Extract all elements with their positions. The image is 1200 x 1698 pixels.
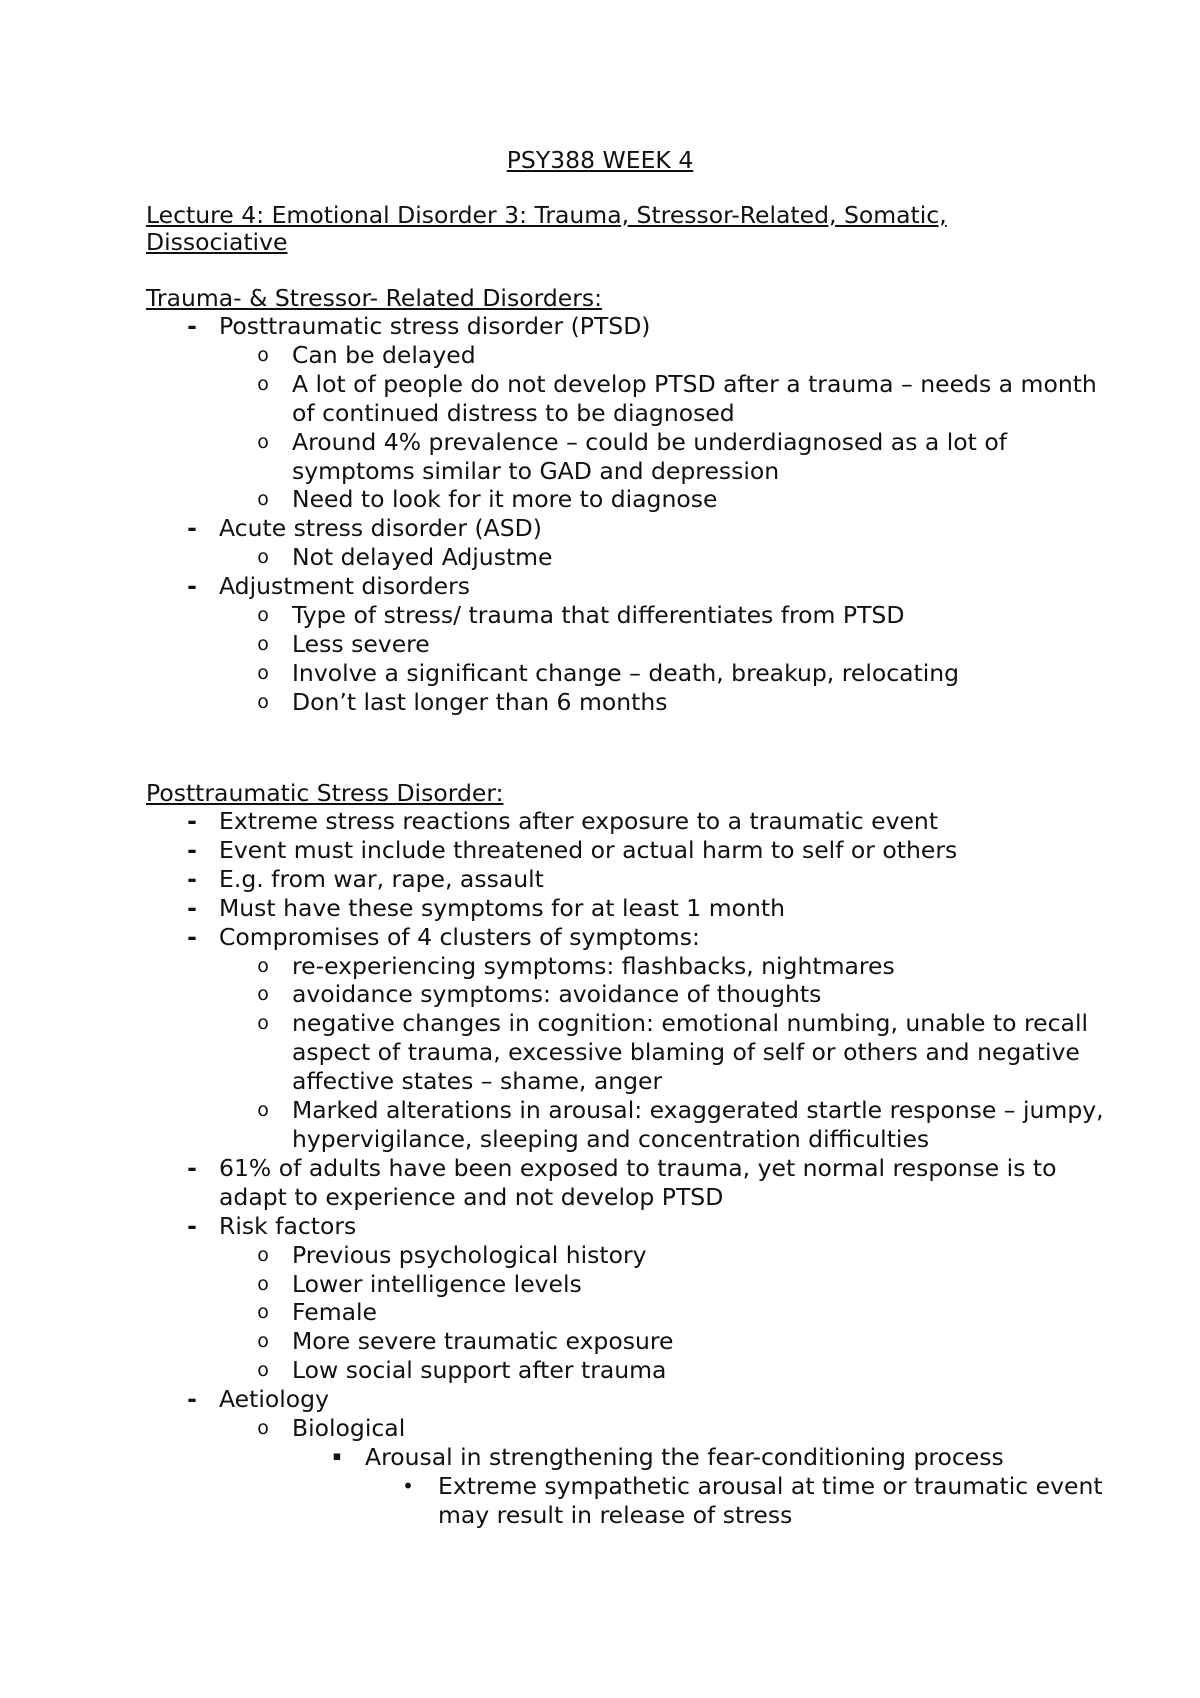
- list-item-text: Lower intelligence levels: [292, 1269, 582, 1298]
- list-item-text: Arousal in strengthening the fear-conditioning process: [365, 1442, 1004, 1471]
- list-item-text: Must have these symptoms for at least 1 month: [219, 893, 785, 922]
- section-heading: Posttraumatic Stress Disorder:: [146, 779, 504, 807]
- circle-bullet-icon: o: [257, 488, 269, 511]
- list-item-text: Less severe: [292, 629, 430, 658]
- lecture-heading-line-2: Dissociative: [146, 228, 288, 256]
- list-item-text: Posttraumatic stress disorder (PTSD): [219, 312, 651, 340]
- list-item: [146, 894, 1106, 923]
- list-item-text: Low social support after trauma: [292, 1356, 667, 1385]
- dash-bullet-icon: -: [187, 572, 197, 601]
- circle-bullet-icon: o: [257, 546, 269, 569]
- list-item: [146, 688, 1106, 717]
- circle-bullet-icon: o: [257, 690, 269, 713]
- dash-bullet-icon: -: [187, 312, 197, 340]
- circle-bullet-icon: o: [257, 1099, 269, 1122]
- list-item: [146, 659, 1106, 688]
- list-item-text: Can be delayed: [292, 340, 476, 369]
- list-item-text: Extreme stress reactions after exposure to a traumatic event: [219, 807, 939, 835]
- list-item: [146, 1154, 1106, 1212]
- list-item-text: Adjustment disorders: [219, 572, 470, 601]
- list-item: [146, 630, 1106, 659]
- list-item: [146, 923, 1106, 952]
- list-item-text: Marked alterations in arousal: exaggerated startle response – jumpy, hypervigilance, sleeping and concentration difficulties: [292, 1096, 1104, 1153]
- dash-bullet-icon: -: [187, 807, 197, 835]
- list-item-text: Female: [292, 1298, 377, 1327]
- circle-bullet-icon: o: [257, 1272, 269, 1295]
- list-item: [146, 865, 1106, 894]
- circle-bullet-icon: o: [257, 343, 269, 366]
- list-item-text: re-experiencing symptoms: flashbacks, nightmares: [292, 951, 895, 980]
- list-item: [146, 543, 1106, 572]
- square-bullet-icon: ▪: [332, 1448, 342, 1464]
- circle-bullet-icon: o: [257, 372, 269, 395]
- list-item-text: Involve a significant change – death, breakup, relocating: [292, 658, 960, 687]
- list-item-text: More severe traumatic exposure: [292, 1327, 674, 1356]
- list-item: [146, 601, 1106, 630]
- dash-bullet-icon: -: [187, 893, 197, 922]
- list-item-text: Previous psychological history: [292, 1240, 647, 1269]
- list-item: [146, 1298, 1106, 1327]
- list-item: [146, 1327, 1106, 1356]
- section-trauma-stressor-disorders: [146, 285, 1106, 717]
- list-item: [146, 807, 1106, 836]
- list-item: [146, 514, 1106, 543]
- list-item-text: Event must include threatened or actual harm to self or others: [219, 835, 958, 864]
- list-item-text: Around 4% prevalence – could be underdiagnosed as a lot of symptoms similar to GAD and depression: [292, 427, 1008, 485]
- list-item-text: Type of stress/ trauma that differentiates from PTSD: [292, 601, 905, 630]
- list-item: [146, 1270, 1106, 1299]
- list-item-text: Acute stress disorder (ASD): [219, 514, 542, 543]
- list-item: [146, 1356, 1106, 1385]
- list-item: [146, 836, 1106, 865]
- circle-bullet-icon: o: [257, 1012, 269, 1035]
- list-item-text: negative changes in cognition: emotional numbing, unable to recall aspect of trauma, excessive blaming of self or others and negative affective states – shame, anger: [292, 1009, 1089, 1096]
- lecture-heading-line-1: Lecture 4: Emotional Disorder 3: Trauma, Stressor-Related, Somatic,: [146, 201, 947, 229]
- circle-bullet-icon: o: [257, 954, 269, 977]
- list-item-text: Biological: [292, 1414, 406, 1443]
- circle-bullet-icon: o: [257, 632, 269, 655]
- circle-bullet-icon: o: [257, 604, 269, 627]
- list-item: [146, 572, 1106, 601]
- dash-bullet-icon: -: [187, 1211, 197, 1240]
- circle-bullet-icon: o: [257, 983, 269, 1006]
- dash-bullet-icon: -: [187, 835, 197, 864]
- section-ptsd: [146, 780, 1106, 1530]
- dash-bullet-icon: -: [187, 514, 197, 543]
- circle-bullet-icon: o: [257, 1330, 269, 1353]
- list-item: [146, 370, 1106, 428]
- bullet-list: [146, 807, 1106, 1530]
- circle-bullet-icon: o: [257, 1359, 269, 1382]
- dash-bullet-icon: -: [187, 1153, 197, 1182]
- circle-bullet-icon: o: [257, 1417, 269, 1440]
- list-item: [146, 485, 1106, 514]
- dot-bullet-icon: •: [402, 1473, 414, 1498]
- list-item-text: A lot of people do not develop PTSD after a trauma – needs a month of continued distress to be diagnosed: [292, 369, 1097, 427]
- dash-bullet-icon: -: [187, 864, 197, 893]
- circle-bullet-icon: o: [257, 1301, 269, 1324]
- circle-bullet-icon: o: [257, 661, 269, 684]
- dash-bullet-icon: -: [187, 1385, 197, 1414]
- list-item: [146, 428, 1106, 486]
- section-heading: Trauma- & Stressor- Related Disorders:: [146, 284, 603, 312]
- lecture-heading: [146, 202, 1046, 256]
- list-item: [146, 1096, 1106, 1154]
- document-title: PSY388 WEEK 4: [506, 146, 694, 174]
- list-item: [146, 952, 1106, 981]
- bullet-list: [146, 312, 1106, 717]
- list-item: [146, 1241, 1106, 1270]
- list-item-text: Compromises of 4 clusters of symptoms:: [219, 922, 700, 951]
- list-item: [146, 980, 1106, 1009]
- list-item-text: Need to look for it more to diagnose: [292, 485, 718, 514]
- list-item: [146, 1009, 1106, 1096]
- dash-bullet-icon: -: [187, 922, 197, 951]
- list-item-text: Extreme sympathetic arousal at time or traumatic event may result in release of stress: [438, 1471, 1103, 1529]
- circle-bullet-icon: o: [257, 430, 269, 453]
- list-item-text: Aetiology: [219, 1385, 329, 1414]
- list-item-text: Not delayed Adjustme: [292, 543, 553, 572]
- circle-bullet-icon: o: [257, 1243, 269, 1266]
- list-item: [146, 341, 1106, 370]
- list-item: [146, 1385, 1106, 1414]
- list-item: [146, 1443, 1106, 1472]
- list-item: [146, 1212, 1106, 1241]
- list-item: [146, 1414, 1106, 1443]
- list-item: [146, 1472, 1106, 1530]
- list-item-text: Risk factors: [219, 1211, 357, 1240]
- list-item-text: 61% of adults have been exposed to trauma, yet normal response is to adapt to experience and not develop PTSD: [219, 1153, 1057, 1211]
- list-item: [146, 312, 1106, 341]
- list-item-text: Don’t last longer than 6 months: [292, 687, 668, 716]
- list-item-text: E.g. from war, rape, assault: [219, 864, 544, 893]
- list-item-text: avoidance symptoms: avoidance of thoughts: [292, 980, 822, 1009]
